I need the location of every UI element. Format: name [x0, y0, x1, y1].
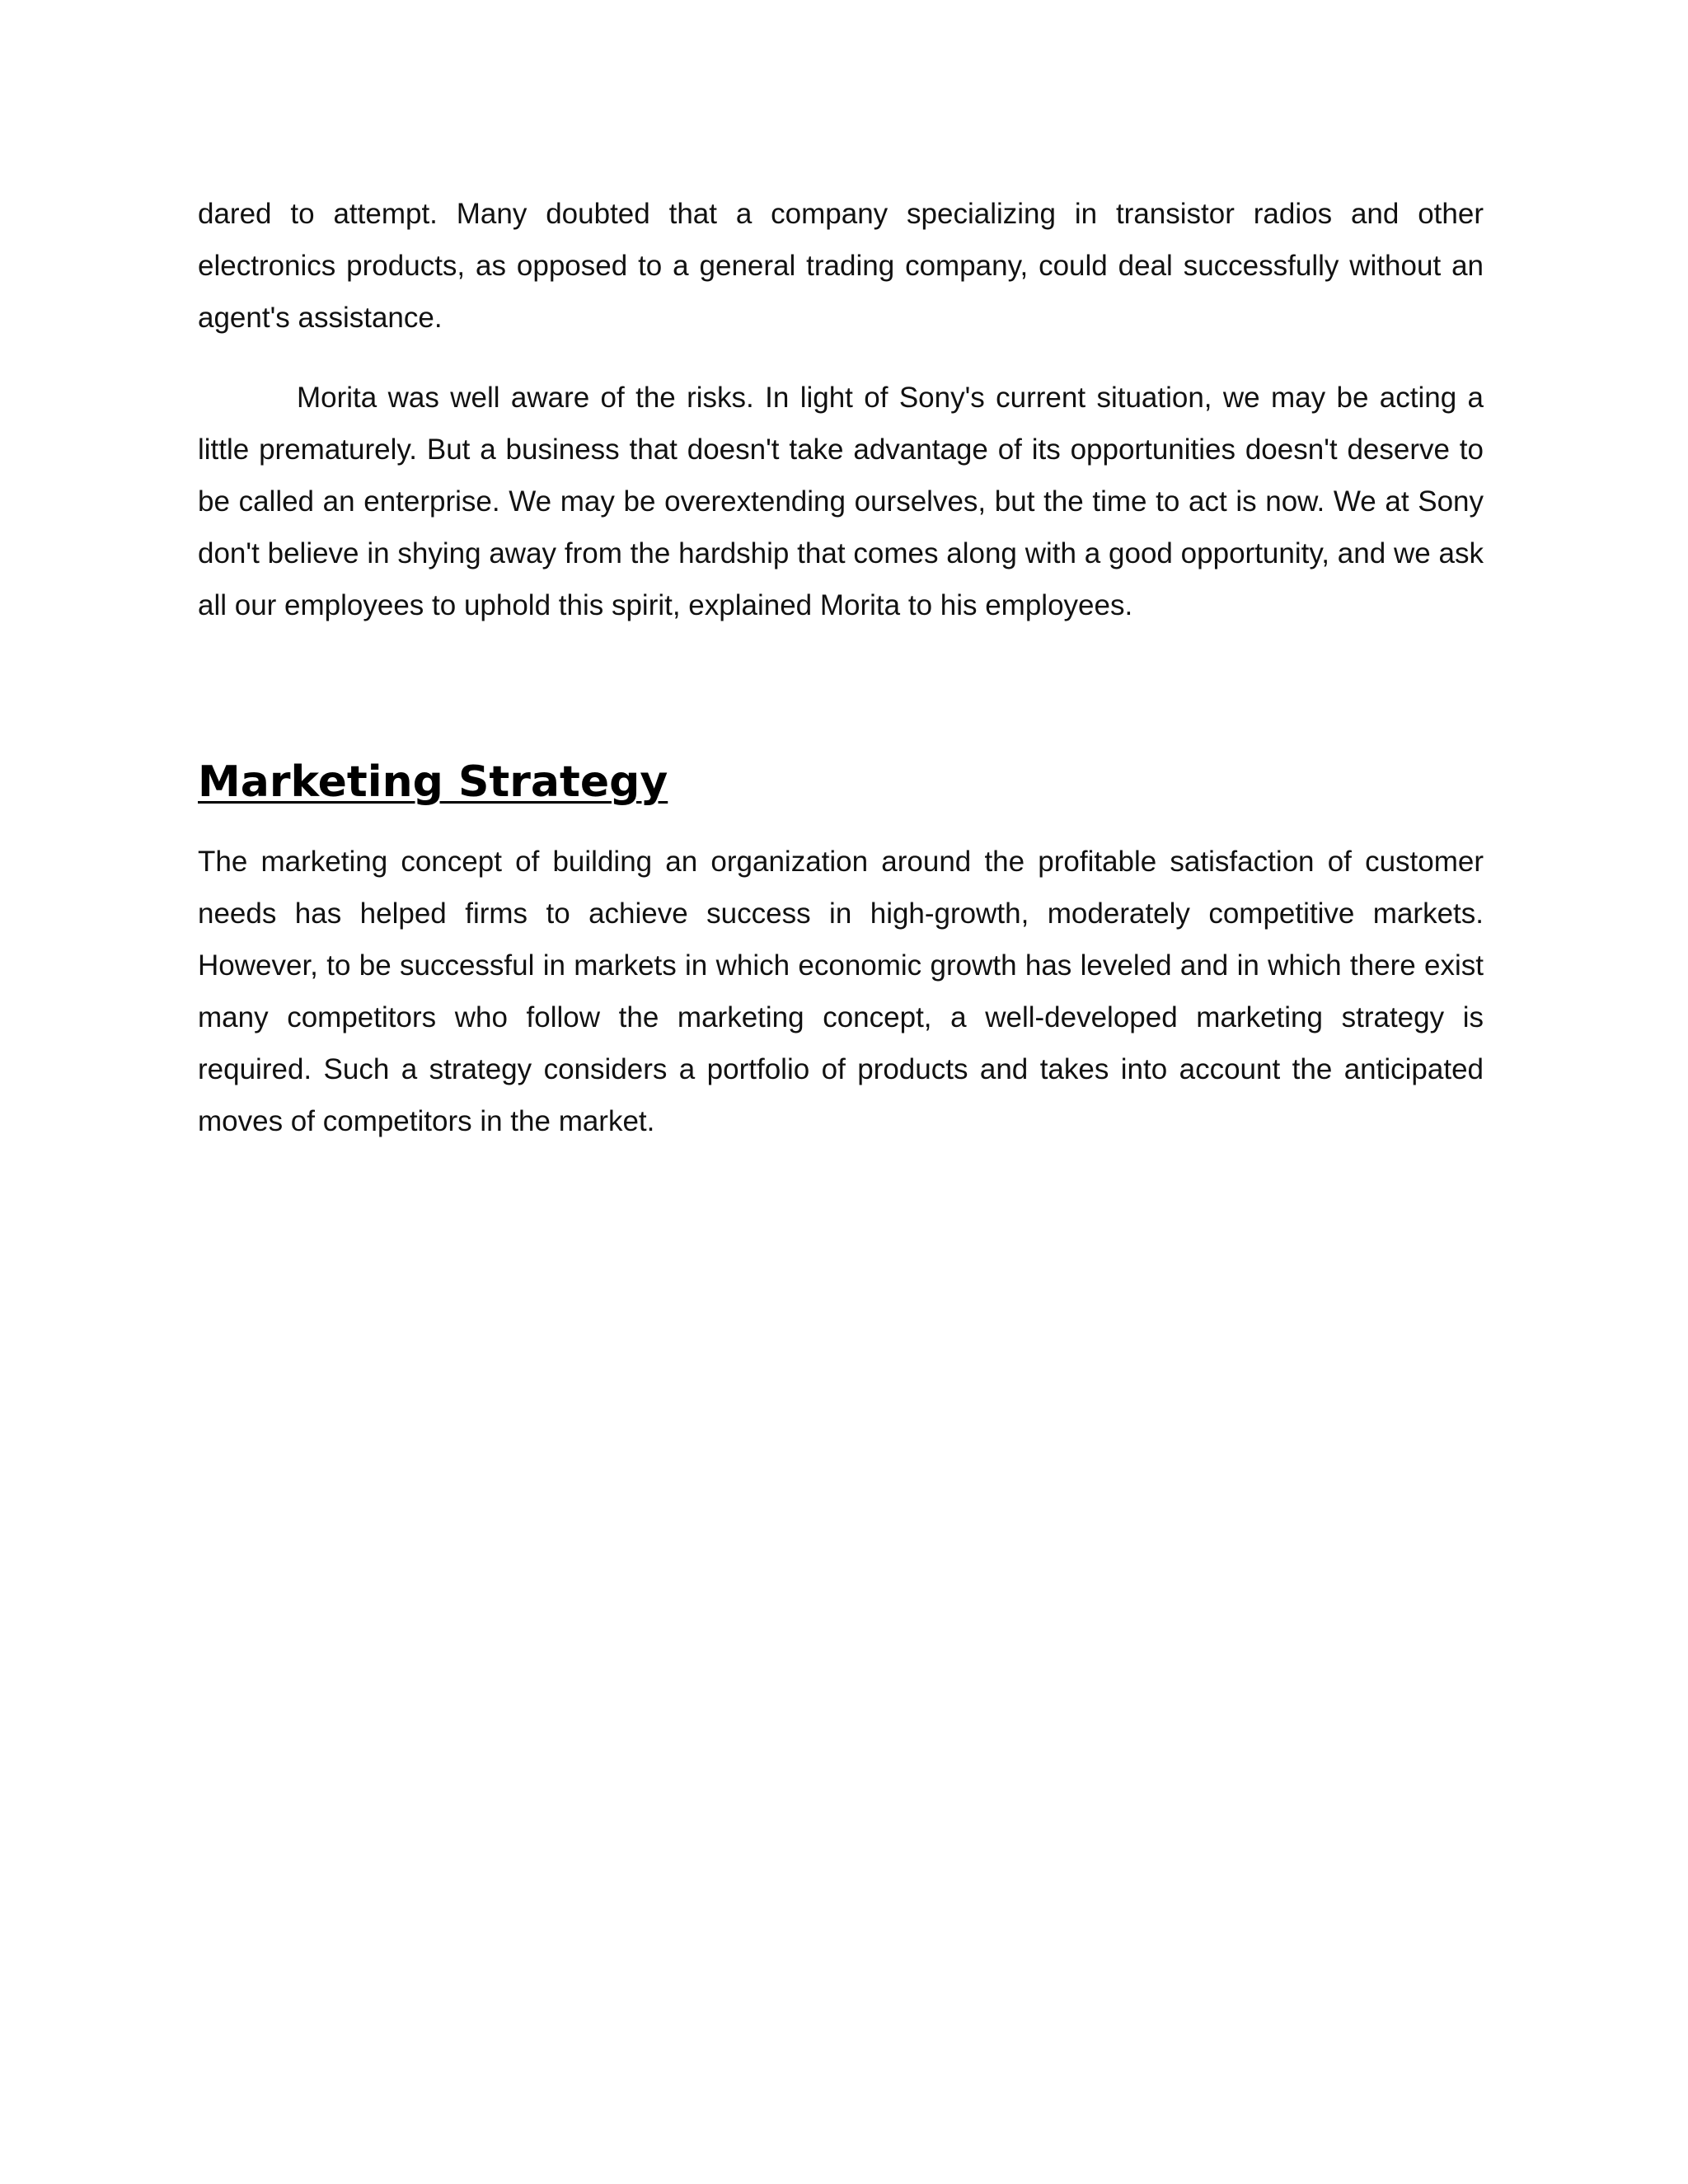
paragraph-continuation: dared to attempt. Many doubted that a company specializing in transistor radios and other electronics products, as opposed to a general trading company, could deal successfully without an agent's assistance.	[198, 198, 1484, 334]
section-heading-marketing-strategy: Marketing Strategy	[198, 757, 668, 807]
paragraph-morita-risks: Morita was well aware of the risks. In light of Sony's current situation, we may be acting a little prematurely. But a business that doesn't take advantage of its opportunities doesn't deserve to be called an enterprise. We may be overextending ourselves, but the time to act is now. We at Sony don't believe in shying away from the hardship that comes along with a good opportunity, and we ask all our employees to uphold this spirit, explained Morita to his employees.	[198, 382, 1484, 621]
paragraph-marketing-concept: The marketing concept of building an organization around the profitable satisfaction of customer needs has helped firms to achieve success in high-growth, moderately competitive markets. However, to be successful in markets in which economic growth has leveled and in which there exist many competitors who follow the marketing concept, a well-developed marketing strategy is required. Such a strategy considers a portfolio of products and takes into account the anticipated moves of competitors in the market.	[198, 846, 1484, 1137]
page-content	[198, 188, 1484, 1147]
